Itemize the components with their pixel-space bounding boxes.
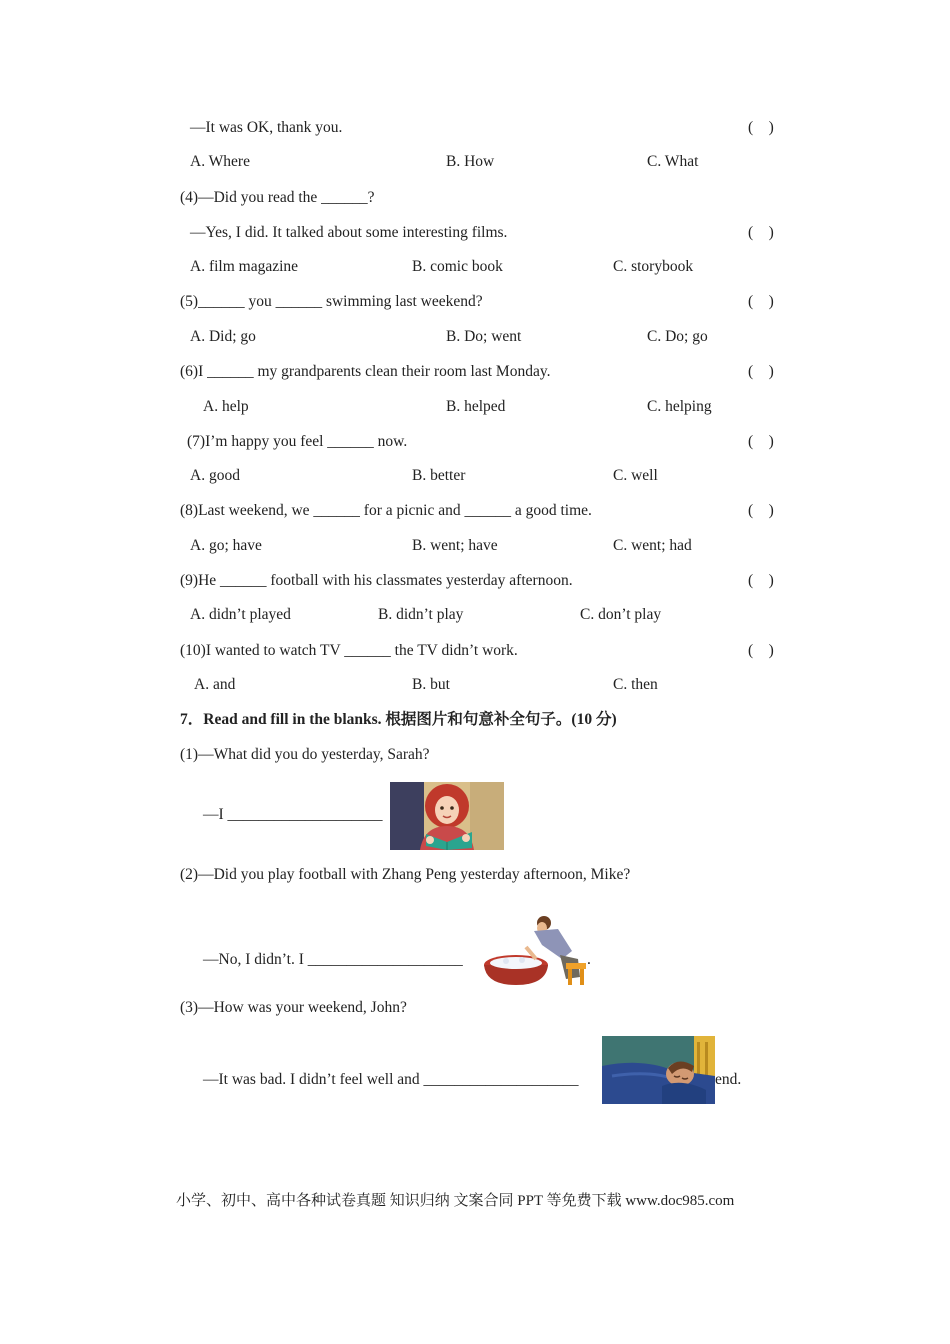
q9-question: (9)He ______ football with his classmates yesterday afternoon. bbox=[180, 572, 573, 589]
boy-sleeping-picture bbox=[602, 1036, 715, 1104]
s7-item2-question: (2)—Did you play football with Zhang Peng yesterday afternoon, Mike? bbox=[180, 866, 631, 883]
q8-option-c: C. went; had bbox=[613, 537, 692, 554]
q7-answer-paren: ( ) bbox=[748, 433, 774, 450]
q6-option-c: C. helping bbox=[647, 398, 712, 415]
q4-option-b: B. comic book bbox=[412, 258, 503, 275]
q9-option-a: A. didn’t played bbox=[190, 606, 291, 623]
q3-option-b: B. How bbox=[446, 153, 495, 170]
q8-question: (8)Last weekend, we ______ for a picnic and ______ a good time. bbox=[180, 502, 592, 519]
washing-clothes-picture bbox=[482, 915, 586, 985]
page-footer: 小学、初中、高中各种试卷真题 知识归纳 文案合同 PPT 等免费下载 www.doc985.com bbox=[176, 1193, 735, 1209]
q4-question: (4)—Did you read the ______? bbox=[180, 189, 375, 206]
q8-option-b: B. went; have bbox=[412, 537, 498, 554]
q6-option-a: A. help bbox=[203, 398, 249, 415]
q5-option-c: C. Do; go bbox=[647, 328, 708, 345]
q3-option-a: A. Where bbox=[190, 153, 250, 170]
q5-option-b: B. Do; went bbox=[446, 328, 522, 345]
q10-option-b: B. but bbox=[412, 676, 450, 693]
q9-answer-paren: ( ) bbox=[748, 572, 774, 589]
q7-question: (7)I’m happy you feel ______ now. bbox=[187, 433, 408, 450]
q6-answer-paren: ( ) bbox=[748, 363, 774, 380]
q5-answer-paren: ( ) bbox=[748, 293, 774, 310]
q5-question: (5)______ you ______ swimming last weekend? bbox=[180, 293, 483, 310]
q3-answer-paren: ( ) bbox=[748, 119, 774, 136]
q3-option-c: C. What bbox=[647, 153, 699, 170]
s7-item3-answer: —It was bad. I didn’t feel well and ____________________ bbox=[203, 1071, 579, 1088]
q7-option-c: C. well bbox=[613, 467, 658, 484]
q10-answer-paren: ( ) bbox=[748, 642, 774, 659]
q4-option-a: A. film magazine bbox=[190, 258, 299, 275]
q9-option-b: B. didn’t play bbox=[378, 606, 464, 623]
q7-option-b: B. better bbox=[412, 467, 466, 484]
q8-answer-paren: ( ) bbox=[748, 502, 774, 519]
s7-item3-question: (3)—How was your weekend, John? bbox=[180, 999, 407, 1016]
q3-answer-line: —It was OK, thank you. bbox=[190, 119, 343, 136]
q6-option-b: B. helped bbox=[446, 398, 506, 415]
q4-answer-line: —Yes, I did. It talked about some interesting films. bbox=[190, 224, 508, 241]
q10-option-c: C. then bbox=[613, 676, 658, 693]
s7-item2-end: . bbox=[587, 951, 591, 968]
q7-option-a: A. good bbox=[190, 467, 240, 484]
q8-option-a: A. go; have bbox=[190, 537, 262, 554]
q4-option-c: C. storybook bbox=[613, 258, 694, 275]
q9-option-c: C. don’t play bbox=[580, 606, 662, 623]
q4-answer-paren: ( ) bbox=[748, 224, 774, 241]
q5-option-a: A. Did; go bbox=[190, 328, 256, 345]
q6-question: (6)I ______ my grandparents clean their room last Monday. bbox=[180, 363, 551, 380]
girl-reading-picture bbox=[390, 782, 504, 850]
s7-item2-answer: —No, I didn’t. I ____________________ bbox=[203, 951, 463, 968]
s7-item1-answer: —I ____________________ bbox=[203, 806, 383, 823]
q10-option-a: A. and bbox=[194, 676, 236, 693]
q10-question: (10)I wanted to watch TV ______ the TV didn’t work. bbox=[180, 642, 518, 659]
s7-item1-question: (1)—What did you do yesterday, Sarah? bbox=[180, 746, 430, 763]
section7-heading: 7．Read and fill in the blanks. 根据图片和句意补全句子。(10 分) bbox=[180, 711, 617, 728]
s7-item3-end: end. bbox=[715, 1071, 742, 1088]
